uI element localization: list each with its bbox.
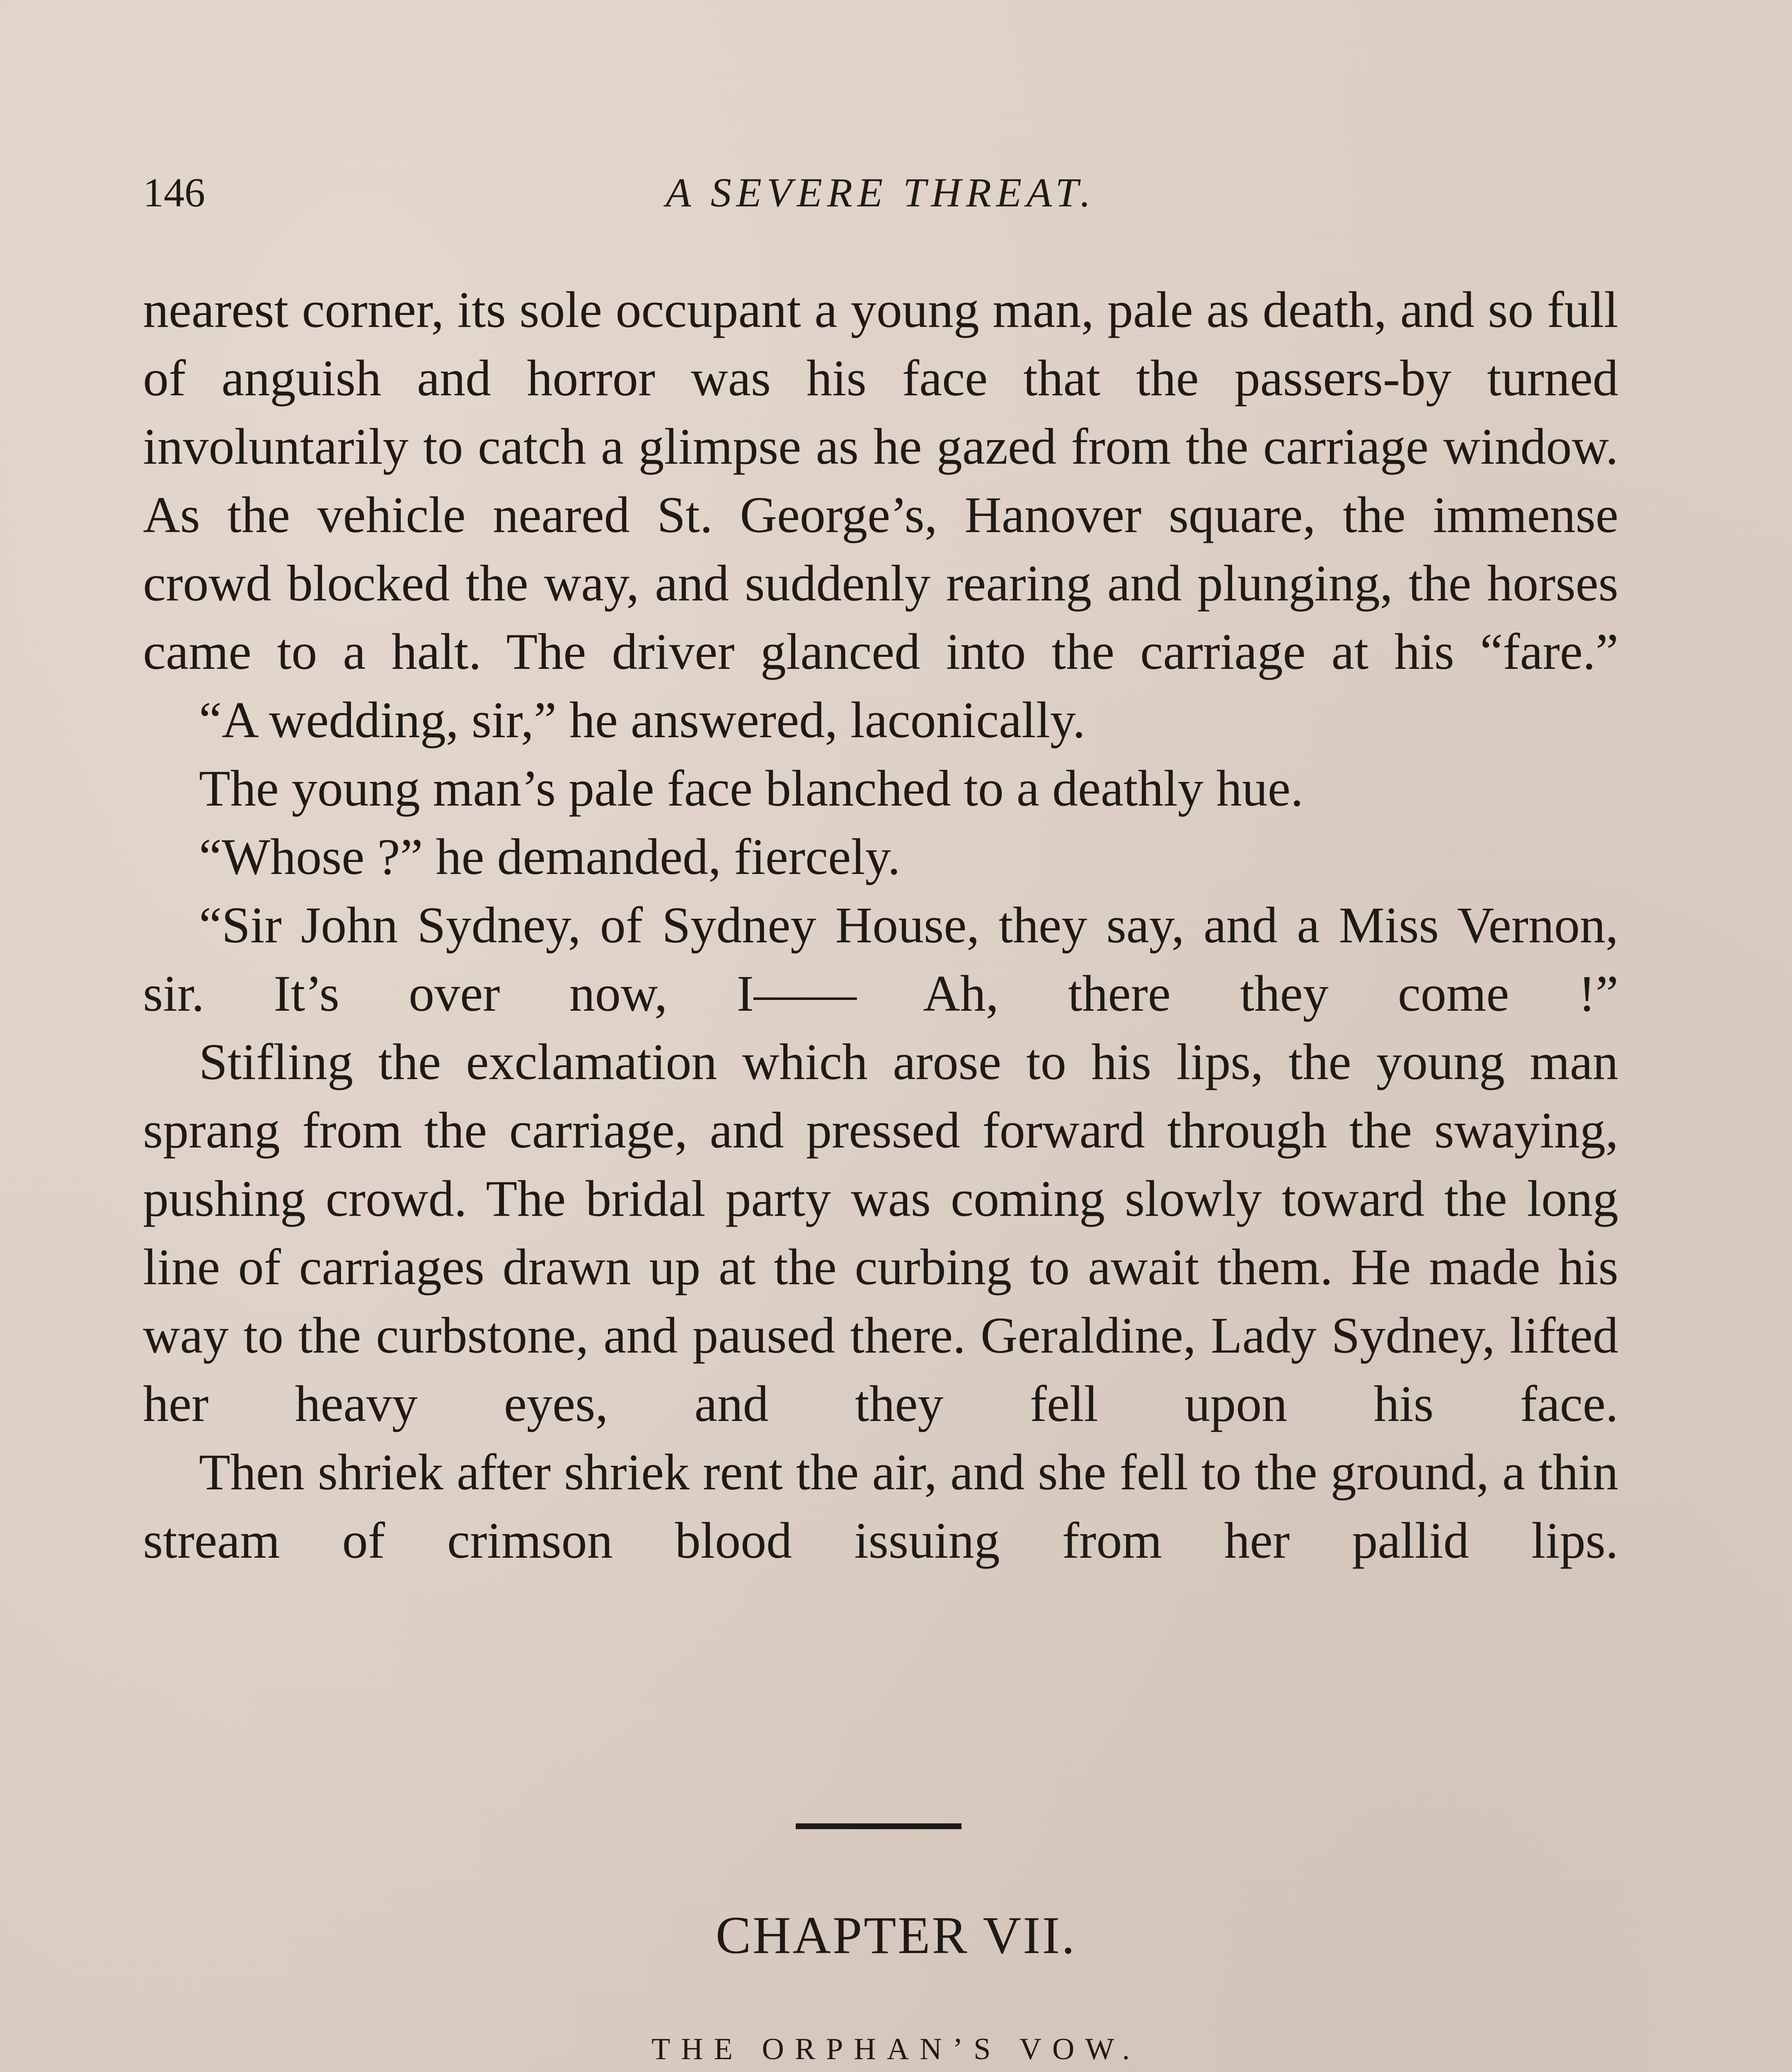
paragraph: nearest corner, its sole occupant a young man, pale as death, and so full of anguish and horror was his face that the passers-by turned involuntarily to catch a glimpse as he gazed from the carriage window. As the vehicle neared St. George’s, Hanover square, the immense crowd blocked the way, and suddenly rearing and plunging, the horses came to a halt. The driver glanced into the carriage at his “fare.” [143, 281, 1618, 680]
paragraph: Then shriek after shriek rent the air, and she fell to the ground, a thin stream of crimson blood issuing from her pallid lips. [143, 1444, 1618, 1569]
paragraph: “Whose ?” he demanded, fiercely. [199, 828, 901, 885]
chapter-heading: CHAPTER VII. [715, 1906, 1077, 1965]
body-text-continuation [143, 276, 1618, 1575]
running-title: A SEVERE THREAT. [666, 169, 1096, 215]
paragraph: “Sir John Sydney, of Sydney House, they say, and a Miss Vernon, sir. It’s over now, I—— Ah, there they come !” [143, 897, 1618, 1022]
chapter-subtitle: THE ORPHAN’S VOW. [651, 2032, 1141, 2066]
page-number: 146 [143, 169, 205, 215]
paragraph: The young man’s pale face blanched to a deathly hue. [199, 760, 1303, 817]
section-divider-rule [796, 1823, 961, 1829]
paragraph: “A wedding, sir,” he answered, laconically. [199, 692, 1085, 748]
paragraph: Stifling the exclamation which arose to his lips, the young man sprang from the carriage, and pressed forward through the swaying, pushing crowd. The bridal party was coming slowly toward the long line of carriages drawn up at the curbing to await them. He made his way to the curbstone, and paused there. Geraldine, Lady Sydney, lifted her heavy eyes, and they fell upon his face. [143, 1034, 1618, 1432]
running-head [143, 164, 1618, 222]
